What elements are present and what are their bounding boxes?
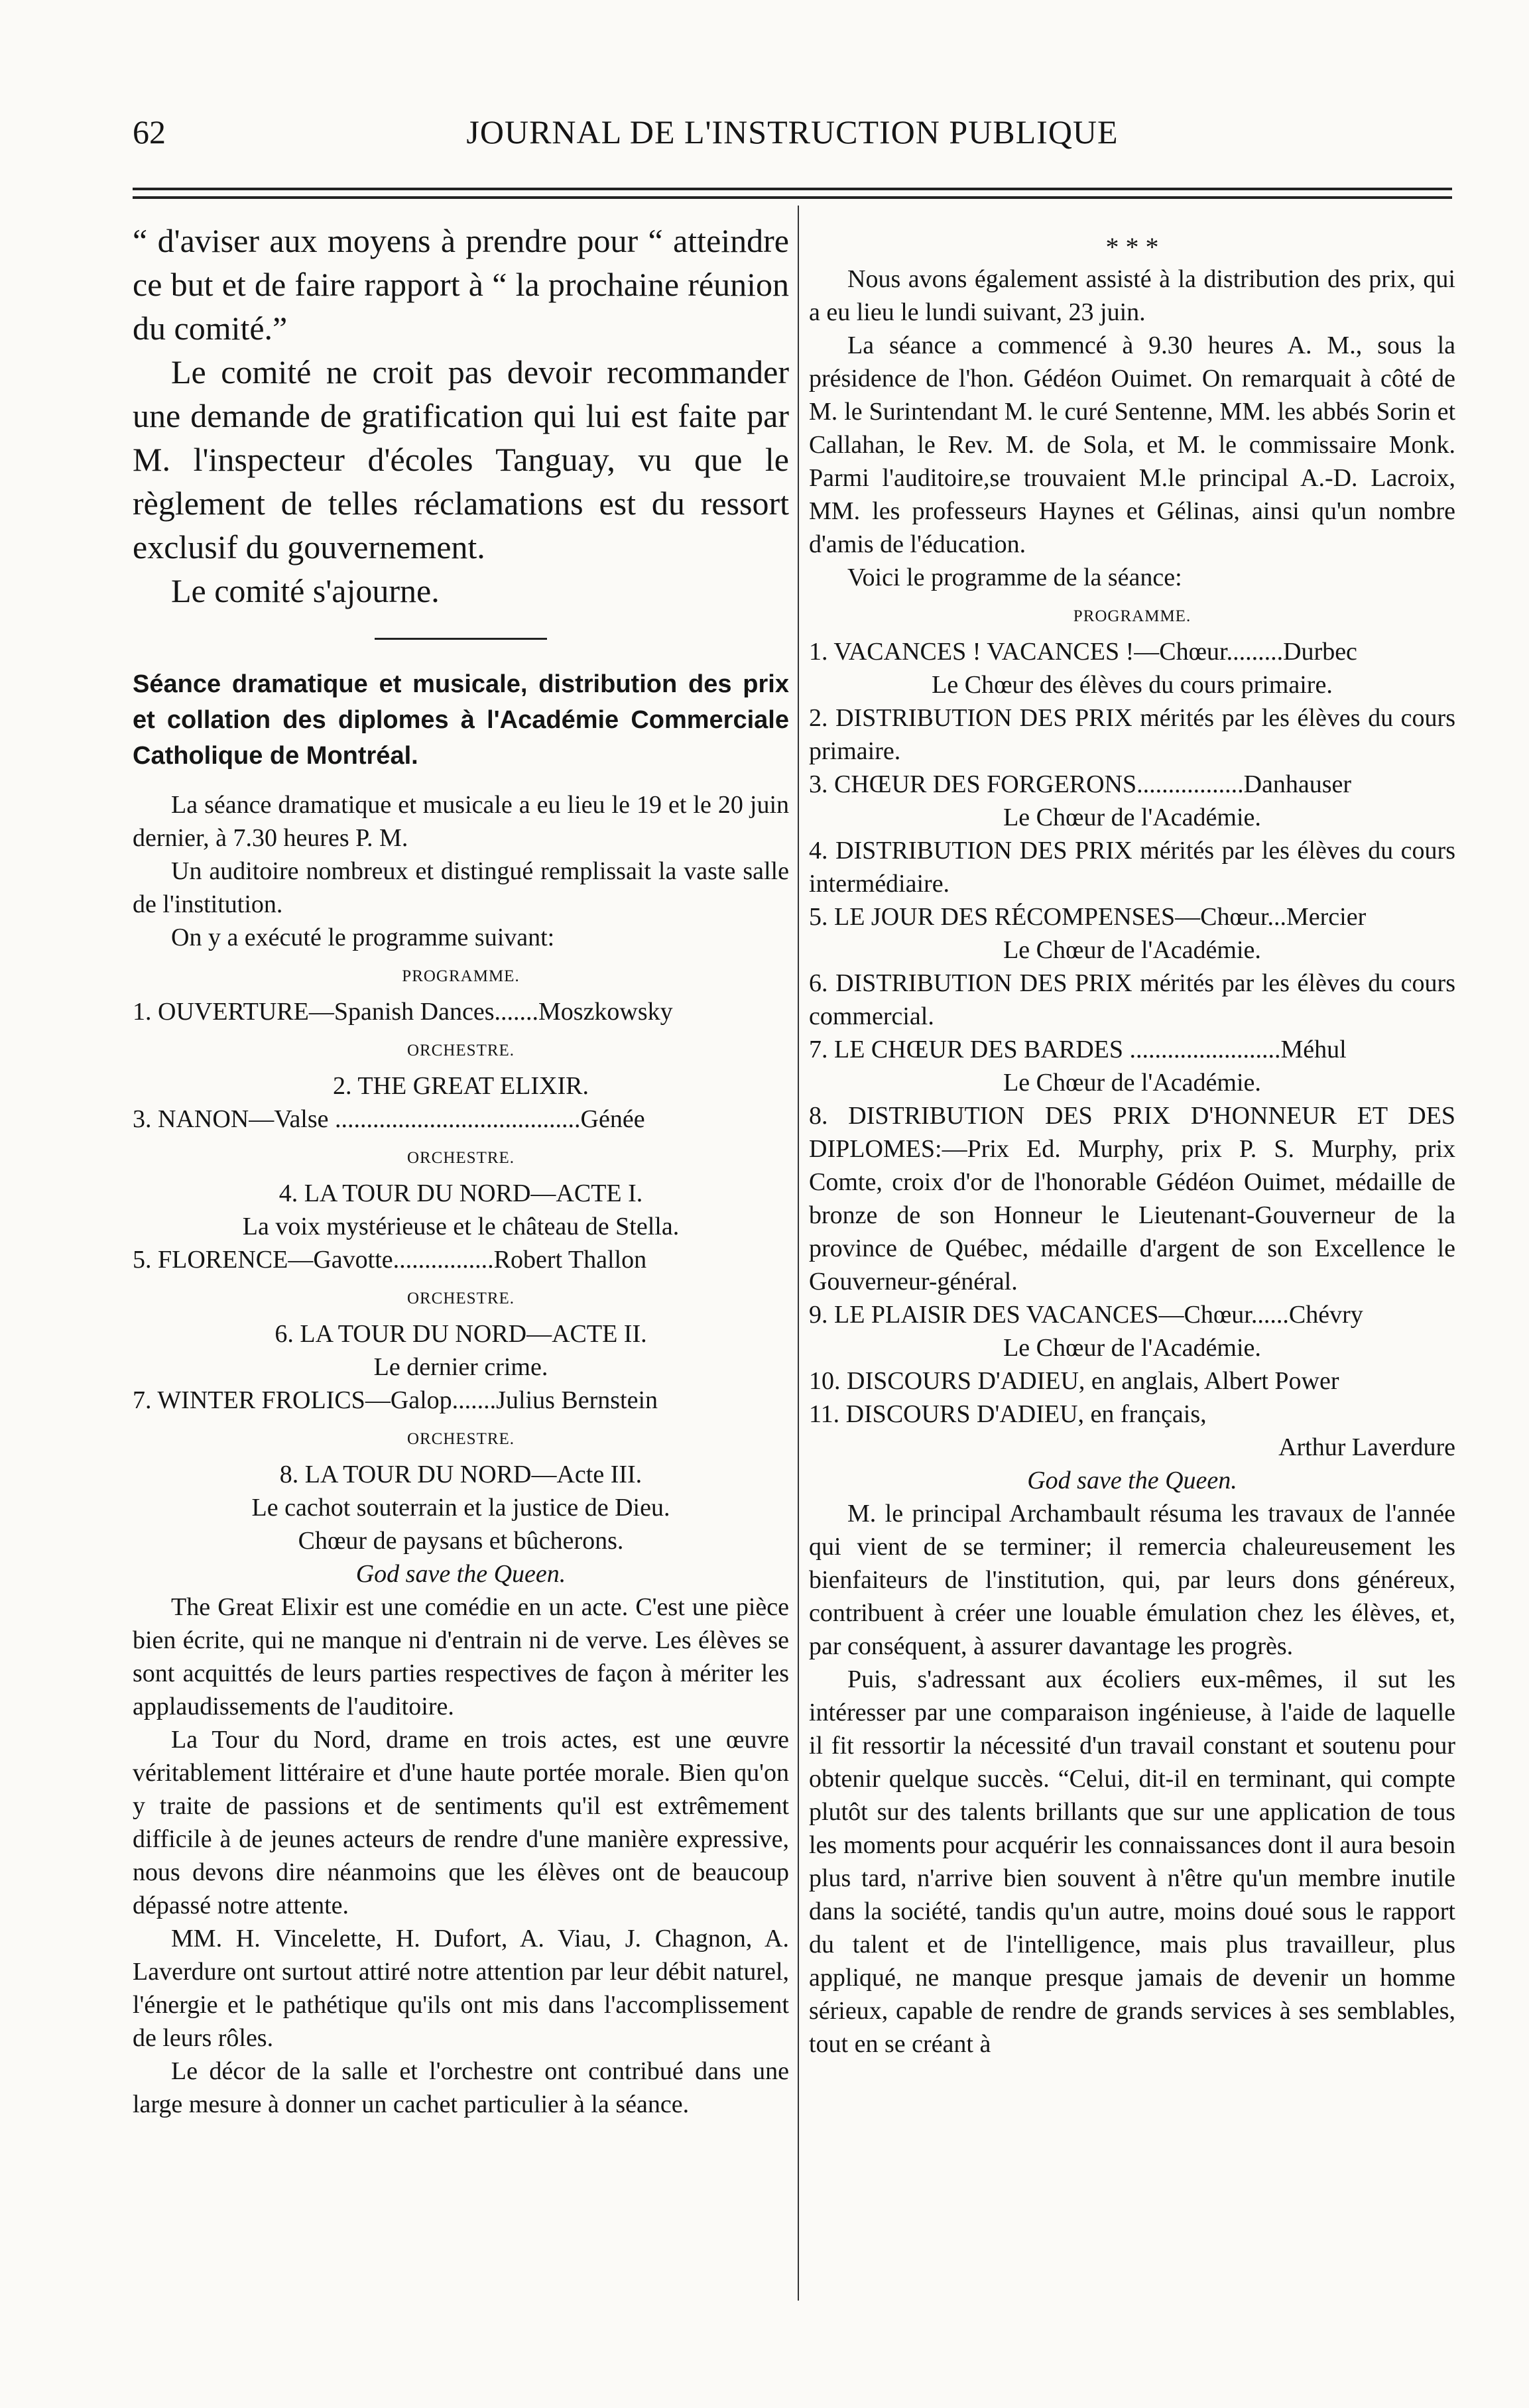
journal-title: JOURNAL DE L'INSTRUCTION PUBLIQUE xyxy=(466,113,1119,150)
program-item: 2. THE GREAT ELIXIR. xyxy=(333,1072,589,1100)
program-heading: PROGRAMME. xyxy=(402,967,520,985)
program-item: 7. WINTER FROLICS—Galop.......Julius Bernstein xyxy=(133,1386,658,1414)
right-paragraph-2: La séance a commencé à 9.30 heures A. M., sous la présidence de l'hon. Gédéon Ouimet. On remarquait à côté de M. le Surintendant M. le curé Sentenne, MM. les abbés Sorin et Callahan, le Rev. M. de Sola, et M. le commissaire Monk. Parmi l'auditoire,se trouvaient M.le principal A.-D. Lacroix, MM. les professeurs Haynes et Gélinas, ainsi qu'un nombre d'amis de l'éducation. xyxy=(809,331,1455,558)
program-item: 9. LE PLAISIR DES VACANCES—Chœur......Chévry xyxy=(809,1301,1363,1329)
program-note: God save the Queen. xyxy=(355,1560,566,1588)
program-note: God save the Queen. xyxy=(1027,1467,1237,1494)
section-title: Séance dramatique et musicale, distribution des prix et collation des diplomes à l'Académie Commerciale Catholique de Montréal. xyxy=(133,670,789,770)
program-note: Le Chœur des élèves du cours primaire. xyxy=(932,671,1333,699)
program-note: ORCHESTRE. xyxy=(406,1149,515,1167)
program-item: 5. LE JOUR DES RÉCOMPENSES—Chœur...Mercier xyxy=(809,903,1367,931)
left-paragraph-3: Le comité s'ajourne. xyxy=(171,572,440,609)
program-note: Arthur Laverdure xyxy=(1278,1433,1455,1461)
header-rule-top xyxy=(133,188,1452,190)
program-note: Le Chœur de l'Académie. xyxy=(1003,1069,1261,1097)
left-paragraph-4: La séance dramatique et musicale a eu lieu le 19 et le 20 juin dernier, à 7.30 heures P. M. xyxy=(133,791,789,852)
program-list xyxy=(133,995,789,1591)
program-note: ORCHESTRE. xyxy=(406,1290,515,1307)
program-item: 4. LA TOUR DU NORD—ACTE I. xyxy=(278,1179,643,1207)
program-item: 1. OUVERTURE—Spanish Dances.......Moszkowsky xyxy=(133,998,673,1026)
program-note: ORCHESTRE. xyxy=(406,1042,515,1059)
left-paragraph-10: Le décor de la salle et l'orchestre ont contribué dans une large mesure à donner un cachet particulier à la séance. xyxy=(133,2057,789,2118)
program-item: 11. DISCOURS D'ADIEU, en français, xyxy=(809,1400,1207,1428)
program-item: 5. FLORENCE—Gavotte................Robert Thallon xyxy=(133,1246,647,1274)
left-paragraph-1: “ d'aviser aux moyens à prendre pour “ atteindre ce but et de faire rapport à “ la prochaine réunion du comité.” xyxy=(133,222,789,347)
left-paragraph-8: La Tour du Nord, drame en trois actes, est une œuvre véritablement littéraire et d'une haute portée morale. Bien qu'on y traite de passions et de sentiments qu'il est extrêmement difficile à de jeunes acteurs de rendre d'une manière expressive, nous devons dire néanmoins que les élèves ont de beaucoup dépassé notre attente. xyxy=(133,1726,789,1919)
right-column xyxy=(809,219,1455,2061)
program-item: 7. LE CHŒUR DES BARDES ........................Méhul xyxy=(809,1036,1347,1063)
program-note: La voix mystérieuse et le château de Stella. xyxy=(242,1213,680,1240)
section-stars: * * * xyxy=(1105,232,1159,262)
left-paragraph-7: The Great Elixir est une comédie en un acte. C'est une pièce bien écrite, qui ne manque ni d'entrain ni de verve. Les élèves se sont acquittés de leurs parties respectives de façon à mériter les applaudissements de l'auditoire. xyxy=(133,1593,789,1720)
right-paragraph-1: Nous avons également assisté à la distribution des prix, qui a eu lieu le lundi suivant, 23 juin. xyxy=(809,265,1455,326)
right-paragraph-5: Puis, s'adressant aux écoliers eux-mêmes, il sut les intéresser par une comparaison ingénieuse, à l'aide de laquelle il fit ressortir la nécessité d'un travail constant et soutenu pour obtenir quelque succès. “Celui, dit-il en terminant, qui compte plutôt sur des talents brillants que sur une application de tous les moments pour acquérir les connaissances dont il aura besoin plus tard, n'arrive bien souvent à n'être qu'un membre inutile dans la société, tandis qu'un autre, moins doué sous le rapport du talent et de l'intelligence, mais plus travailleur, plus appliqué, ne manque presque jamais de devenir un homme sérieux, capable de rendre de grands services à ses semblables, tout en se créant à xyxy=(809,1665,1455,2058)
page-header xyxy=(133,113,1452,166)
program-item: 4. DISTRIBUTION DES PRIX mérités par les élèves du cours intermédiaire. xyxy=(809,837,1455,898)
left-column xyxy=(133,219,789,2121)
program-item: 1. VACANCES ! VACANCES !—Chœur.........Durbec xyxy=(809,638,1357,666)
program-note: Le Chœur de l'Académie. xyxy=(1003,1334,1261,1362)
right-paragraph-4: M. le principal Archambault résuma les travaux de l'année qui vient de se terminer; il remercia chaleureusement les bienfaiteurs de l'institution, qui, par leurs dons généreux, contribuent à créer une louable émulation chez les élèves, et, par conséquent, à assurer davantage les progrès. xyxy=(809,1500,1455,1660)
program-item: 6. DISTRIBUTION DES PRIX mérités par les élèves du cours commercial. xyxy=(809,969,1455,1030)
program-item: 10. DISCOURS D'ADIEU, en anglais, Albert Power xyxy=(809,1367,1339,1395)
header-rule-bottom xyxy=(133,196,1452,199)
program-list xyxy=(809,635,1455,1497)
program-item: 3. CHŒUR DES FORGERONS.................Danhauser xyxy=(809,770,1352,798)
program-note: Le dernier crime. xyxy=(373,1353,548,1381)
program-note: Le cachot souterrain et la justice de Dieu. xyxy=(251,1494,670,1522)
left-paragraph-6: On y a exécuté le programme suivant: xyxy=(171,924,555,951)
program-note: Chœur de paysans et bûcherons. xyxy=(298,1527,624,1555)
program-note: ORCHESTRE. xyxy=(406,1430,515,1448)
section-separator xyxy=(375,638,547,640)
page-number: 62 xyxy=(133,113,166,150)
program-note: Le Chœur de l'Académie. xyxy=(1003,804,1261,831)
program-item: 3. NANON—Valse .......................................Génée xyxy=(133,1105,645,1133)
right-paragraph-3: Voici le programme de la séance: xyxy=(847,564,1182,591)
program-item: 6. LA TOUR DU NORD—ACTE II. xyxy=(275,1320,647,1348)
left-paragraph-9: MM. H. Vincelette, H. Dufort, A. Viau, J. Chagnon, A. Laverdure ont surtout attiré notre attention par leur débit naturel, l'énergie et le pathétique qu'ils ont mis dans l'accomplissement de leurs rôles. xyxy=(133,1925,789,2052)
program-item: 8. LA TOUR DU NORD—Acte III. xyxy=(279,1461,642,1488)
program-note: Le Chœur de l'Académie. xyxy=(1003,936,1261,964)
program-item: 8. DISTRIBUTION DES PRIX D'HONNEUR ET DES DIPLOMES:—Prix Ed. Murphy, prix P. S. Murphy, prix Comte, croix d'or de l'honorable Gédéon Ouimet, médaille de bronze de son Honneur le Lieutenant-Gouverneur de la province de Québec, médaille d'argent de son Excellence le Gouverneur-général. xyxy=(809,1102,1455,1295)
left-paragraph-2: Le comité ne croit pas devoir recommander une demande de gratification qui lui est faite par M. l'inspecteur d'écoles Tanguay, vu que le règlement de telles réclamations est du ressort exclusif du gouvernement. xyxy=(133,353,789,566)
column-divider xyxy=(798,206,799,2301)
left-paragraph-5: Un auditoire nombreux et distingué remplissait la vaste salle de l'institution. xyxy=(133,857,789,918)
program-heading: PROGRAMME. xyxy=(1073,607,1192,625)
program-item: 2. DISTRIBUTION DES PRIX mérités par les élèves du cours primaire. xyxy=(809,704,1455,765)
